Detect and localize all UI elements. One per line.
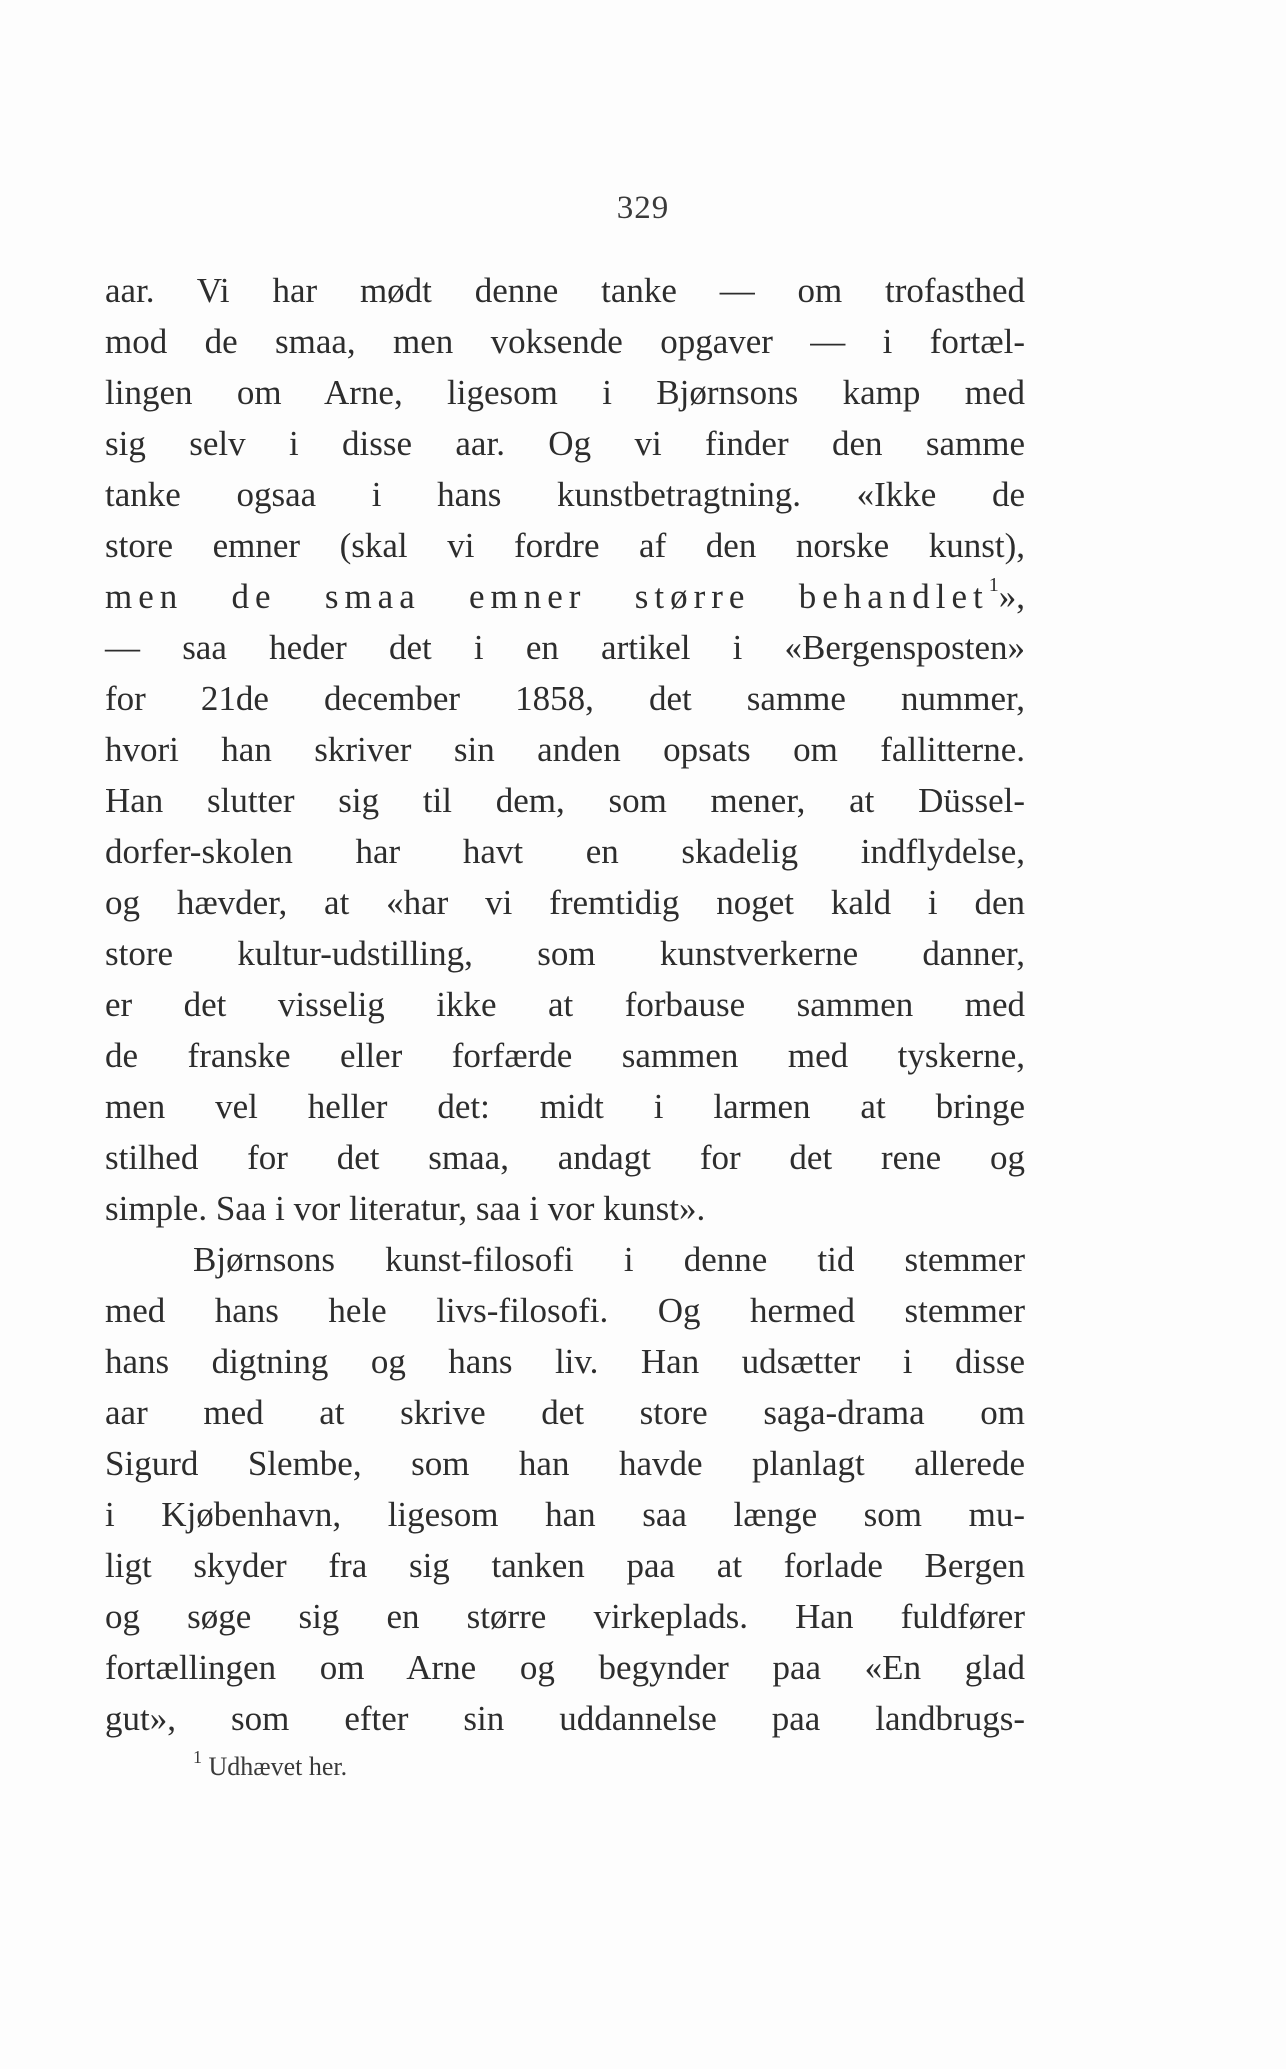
text-line	[105, 877, 1025, 928]
footnote-reference: 1	[988, 574, 999, 597]
text-line-content: men de smaa emner større behandlet	[105, 577, 989, 616]
text-line-content: simple. Saa i vor literatur, saa i vor kunst».	[105, 1189, 706, 1228]
text-line-content: Han slutter sig til dem, som mener, at Düssel-	[105, 781, 1025, 820]
text-line-suffix: »,	[998, 577, 1025, 616]
text-line	[105, 1540, 1025, 1591]
text-line-content: store emner (skal vi fordre af den norske kunst),	[105, 526, 1025, 565]
text-line	[105, 1489, 1025, 1540]
body-text	[105, 265, 1025, 1744]
text-line-content: dorfer-skolen har havt en skadelig indflydelse,	[105, 832, 1025, 871]
page-number: 329	[616, 190, 670, 226]
text-line-content: aar med at skrive det store saga-drama om	[105, 1393, 1025, 1432]
text-line-content: sig selv i disse aar. Og vi finder den samme	[105, 424, 1025, 463]
text-line	[105, 622, 1025, 673]
text-line-content: — saa heder det i en artikel i «Bergensposten»	[105, 628, 1025, 667]
text-line-content: Sigurd Slembe, som han havde planlagt allerede	[105, 1444, 1025, 1483]
text-line	[105, 1081, 1025, 1132]
text-line-content: er det visselig ikke at forbause sammen med	[105, 985, 1025, 1024]
text-line-content: mod de smaa, men voksende opgaver — i fortæl-	[105, 322, 1025, 361]
text-line	[105, 1030, 1025, 1081]
text-line	[105, 316, 1025, 367]
text-line-content: med hans hele livs-filosofi. Og hermed stemmer	[105, 1291, 1025, 1330]
text-line-content: de franske eller forfærde sammen med tyskerne,	[105, 1036, 1025, 1075]
text-line-content: lingen om Arne, ligesom i Bjørnsons kamp med	[105, 373, 1025, 412]
text-line-content: tanke ogsaa i hans kunstbetragtning. «Ikke de	[105, 475, 1025, 514]
footnote-marker: 1	[193, 1747, 202, 1768]
text-line	[105, 367, 1025, 418]
text-line	[105, 1336, 1025, 1387]
text-line	[105, 1234, 1025, 1285]
text-line-content: aar. Vi har mødt denne tanke — om trofasthed	[105, 271, 1025, 310]
text-line-content: og hævder, at «har vi fremtidig noget kald i den	[105, 883, 1025, 922]
text-line-content: store kultur-udstilling, som kunstverkerne danner,	[105, 934, 1025, 973]
footnote	[193, 1747, 348, 1782]
text-line-content: Bjørnsons kunst-filosofi i denne tid stemmer	[193, 1240, 1025, 1279]
text-line-content: hvori han skriver sin anden opsats om fallitterne.	[105, 730, 1025, 769]
text-line-content: i Kjøbenhavn, ligesom han saa længe som mu-	[105, 1495, 1025, 1534]
text-line-content: hans digtning og hans liv. Han udsætter i disse	[105, 1342, 1025, 1381]
text-line	[105, 1693, 1025, 1744]
text-line	[105, 520, 1025, 571]
text-line	[105, 1387, 1025, 1438]
text-line	[105, 1438, 1025, 1489]
text-line-content: ligt skyder fra sig tanken paa at forlade Bergen	[105, 1546, 1025, 1585]
text-line	[105, 418, 1025, 469]
text-line	[105, 571, 1025, 622]
text-line-content: stilhed for det smaa, andagt for det rene og	[105, 1138, 1025, 1177]
text-line	[105, 928, 1025, 979]
text-line	[105, 1183, 1025, 1234]
text-line	[105, 775, 1025, 826]
text-line	[105, 673, 1025, 724]
footnote-text: Udhævet her.	[208, 1752, 348, 1781]
text-line	[105, 1285, 1025, 1336]
text-line-content: for 21de december 1858, det samme nummer,	[105, 679, 1025, 718]
text-line-content: og søge sig en større virkeplads. Han fuldfører	[105, 1597, 1025, 1636]
text-line	[105, 1132, 1025, 1183]
text-line	[105, 979, 1025, 1030]
text-line	[105, 469, 1025, 520]
text-line	[105, 1591, 1025, 1642]
text-line	[105, 724, 1025, 775]
text-line-content: gut», som efter sin uddannelse paa landbrugs-	[105, 1699, 1025, 1738]
text-line	[105, 1642, 1025, 1693]
text-line-content: fortællingen om Arne og begynder paa «En glad	[105, 1648, 1025, 1687]
text-line	[105, 265, 1025, 316]
text-line	[105, 826, 1025, 877]
text-line-content: men vel heller det: midt i larmen at bringe	[105, 1087, 1025, 1126]
